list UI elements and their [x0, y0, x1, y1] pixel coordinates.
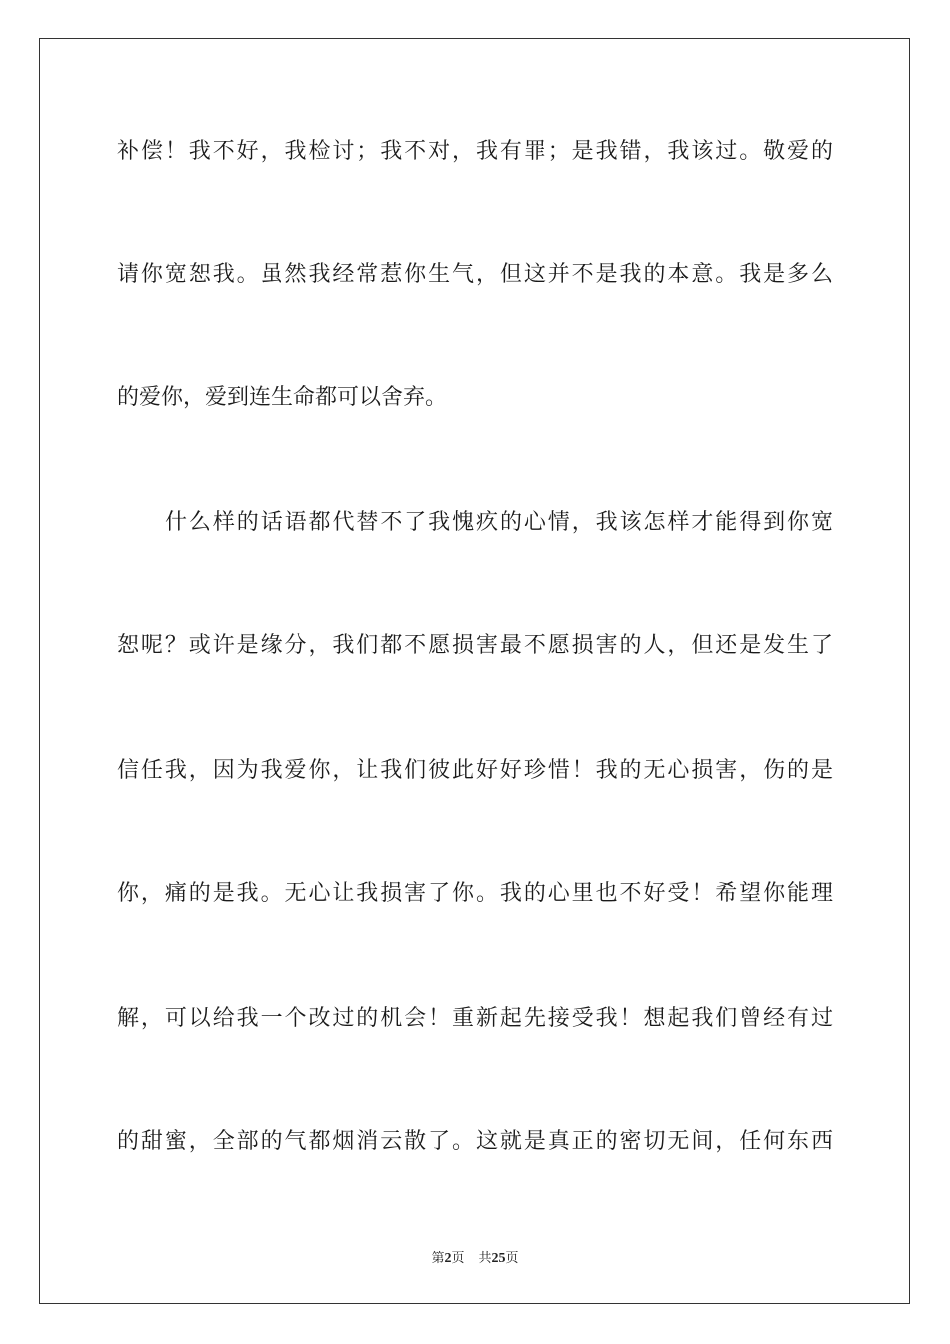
text-line: 解，可以给我一个改过的机会！重新起先接受我！想起我们曾经有过 [117, 1006, 833, 1031]
page-suffix: 页 [451, 1251, 465, 1266]
page-footer [0, 1247, 950, 1267]
total-prefix: 共 [478, 1251, 492, 1266]
text-line: 的甜蜜，全部的气都烟消云散了。这就是真正的密切无间，任何东西 [117, 1129, 833, 1154]
page-number: 2 [444, 1251, 452, 1266]
page-border [39, 38, 910, 1304]
paragraph-first-line: 什么样的话语都代替不了我愧疚的心情，我该怎样才能得到你宽 [165, 510, 833, 535]
text-line: 请你宽恕我。虽然我经常惹你生气，但这并不是我的本意。我是多么 [117, 262, 833, 287]
total-pages: 25 [491, 1251, 506, 1266]
total-suffix: 页 [505, 1251, 519, 1266]
text-line: 你，痛的是我。无心让我损害了你。我的心里也不好受！希望你能理 [117, 881, 833, 906]
text-line: 信任我，因为我爱你，让我们彼此好好珍惜！我的无心损害，伤的是 [117, 758, 833, 783]
text-line: 补偿！我不好，我检讨；我不对，我有罪；是我错，我该过。敬爱的 [117, 139, 833, 164]
text-line: 的爱你，爱到连生命都可以舍弃。 [117, 385, 448, 410]
text-line: 恕呢？或许是缘分，我们都不愿损害最不愿损害的人，但还是发生了 [117, 633, 833, 658]
page-prefix: 第 [431, 1251, 445, 1266]
